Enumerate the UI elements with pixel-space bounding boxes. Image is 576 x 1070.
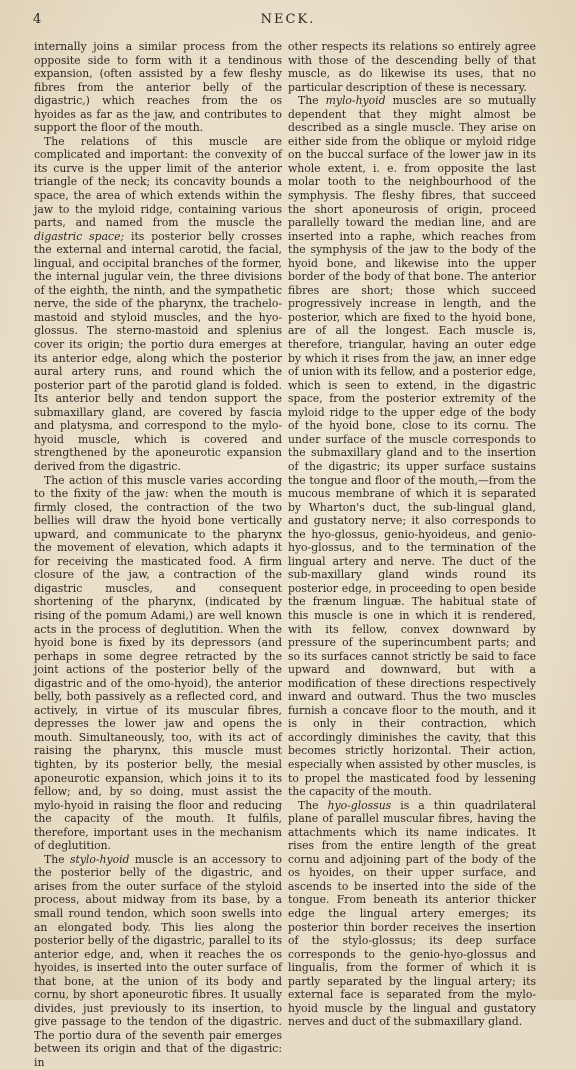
italic-term: digastric space; xyxy=(34,229,125,243)
text-run: The xyxy=(44,852,70,866)
paragraph xyxy=(288,40,536,94)
running-head: NECK. xyxy=(260,12,316,27)
left-text-column xyxy=(34,40,282,1070)
text-run: The xyxy=(298,798,328,812)
page-header xyxy=(0,10,576,32)
text-run: The xyxy=(298,94,326,108)
text-run: internally joins a similar process from the opposite side to form with it a tendinous expansion, (often assisted by a few fleshy fibres from the anterior belly of the digastric,) which reaches from the os hyoides as far as the jaw, and contributes to support the floor of the mouth. xyxy=(34,40,282,135)
right-text-column xyxy=(288,40,536,1029)
text-run: is a thin quadrilateral plane of parallel muscular fibres, having the attachments which its name indicates. It rises from the entire length of the great cornu and adjoining part of the body of the os hyoides, on their upper surface, and ascends to be inserted into the side of the tongue. From beneath its anterior thicker edge the lingual artery emerges; its posterior thin border receives the insertion of the stylo-glossus; its deep surface corresponds to the genio-hyo-glossus and lingualis, from the former of which it is partly separated by the lingual artery; its external face is separated from the mylo-hyoid muscle by the lingual and gustatory nerves and duct of the submaxillary gland. xyxy=(288,798,536,1029)
paragraph xyxy=(34,135,282,474)
italic-term: stylo-hyoid xyxy=(69,852,130,866)
paragraph xyxy=(288,94,536,798)
text-run: its posterior belly crosses the external and internal carotid, the facial, lingual, and occipital branches of the former, the internal jugular vein, the three divisions of the eighth, the ninth, and the sympathetic nerve, the side of the pharynx, the trachelo-mastoid and styloid muscles, and the hyo-glossus. The sterno-mastoid and splenius cover its origin; the portio dura emerges at its anterior edge, along which the posterior aural artery runs, and round which the posterior part of the parotid gland is folded. Its anterior belly and tendon support the submaxillary gland, are covered by fascia and platysma, and correspond to the mylo-hyoid muscle, which is covered and strengthened by the aponeurotic expansion derived from the digastric. xyxy=(34,229,282,473)
paragraph xyxy=(34,853,282,1070)
text-run: The action of this muscle varies according to the fixity of the jaw: when the mouth is firmly closed, the contraction of the two bellies will draw the hyoid bone vertically upward, and communicate to the pharynx the movement of elevation, which adapts it for receiving the masticated food. A firm closure of the jaw, a contraction of the digastric muscles, and consequent shortening of the pharynx, (indicated by rising of the pomum Adami,) are well known acts in the process of deglutition. When the hyoid bone is fixed by its depressors (and perhaps in some degree retracted by the joint actions of the posterior belly of the digastric and of the omo-hyoid), the anterior belly, both passively as a reflected cord, and actively, in virtue of its muscular fibres, depresses the lower jaw and opens the mouth. Simultaneously, too, with its act of raising the pharynx, this muscle must tighten, by its posterior belly, the mesial aponeurotic expansion, which joins it to its fellow; and, by so doing, must assist the mylo-hyoid in raising the floor and reducing the capacity of the mouth. It fulfils, therefore, important uses in the mechanism of deglutition. xyxy=(34,473,282,853)
text-run: The relations of this muscle are complicated and important: the convexity of its curve is the upper limit of the anterior triangle of the neck; its concavity bounds a space, the area of which extends within the jaw to the myloid ridge, containing various parts, and named from the muscle the xyxy=(34,134,282,230)
paragraph xyxy=(34,474,282,853)
text-run: muscles are so mutually dependent that they might almost be described as a single muscle. They arise on either side from the oblique or myloid ridge on the buccal surface of the lower jaw in its whole extent, i. e. from opposite the last molar tooth to the neighbourhood of the symphysis. The fleshy fibres, that succeed the short aponeurosis of origin, proceed parallelly toward the median line, and are inserted into a raphe, which reaches from the symphysis of the jaw to the body of the hyoid bone, and likewise into the upper border of the body of that bone. The anterior fibres are short; those which succeed progressively increase in length, and the posterior, which are fixed to the hyoid bone, are of all the longest. Each muscle is, therefore, triangular, having an outer edge by which it rises from the jaw, an inner edge of union with its fellow, and a posterior edge, which is seen to extend, in the digastric space, from the posterior extremity of the myloid ridge to the upper edge of the body of the hyoid bone, close to its cornu. The under surface of the muscle corresponds to the submaxillary gland and to the insertion of the digastric; its upper surface sustains the tongue and floor of the mouth,—from the mucous membrane of which it is separated by Wharton's duct, the sub-lingual gland, and gustatory nerve; it also corresponds to the hyo-glossus, genio-hyoideus, and genio-hyo-glossus, and to the termination of the lingual artery and nerve. The duct of the sub-maxillary gland winds round its posterior edge, in proceeding to open beside the frænum linguæ. The habitual state of this muscle is one in which it is rendered, with its fellow, convex downward by pressure of the superincumbent parts; and so its surfaces cannot strictly be said to face upward and downward, but with a modification of these directions respectively inward and outward. Thus the two muscles furnish a concave floor to the mouth, and it is only in their contraction, which accordingly diminishes the cavity, that this becomes strictly horizontal. Their action, especially when assisted by other muscles, is to propel the masticated food by lessening the capacity of the mouth. xyxy=(288,94,537,799)
text-run: muscle is an accessory to the posterior belly of the digastric, and arises from the outer surface of the styloid process, about midway from its base, by a small round tendon, which soon swells into an elongated body. This lies along the posterior belly of the digastric, parallel to its anterior edge, and, when it reaches the os hyoides, is inserted into the outer surface of that bone, at the union of its body and cornu, by short aponeurotic fibres. It usually divides, just previously to its insertion, to give passage to the tendon of the digastric. The portio dura of the seventh pair emerges between its origin and that of the digastric: in xyxy=(34,852,282,1070)
italic-term: hyo-glossus xyxy=(327,798,392,812)
paragraph xyxy=(34,40,282,135)
page-number: 4 xyxy=(33,12,42,27)
italic-term: mylo-hyoid xyxy=(325,94,386,108)
text-run: other respects its relations so entirely agree with those of the descending belly of that muscle, as do likewise its uses, that no particular description of these is necessary. xyxy=(288,40,536,94)
paragraph xyxy=(288,799,536,1029)
